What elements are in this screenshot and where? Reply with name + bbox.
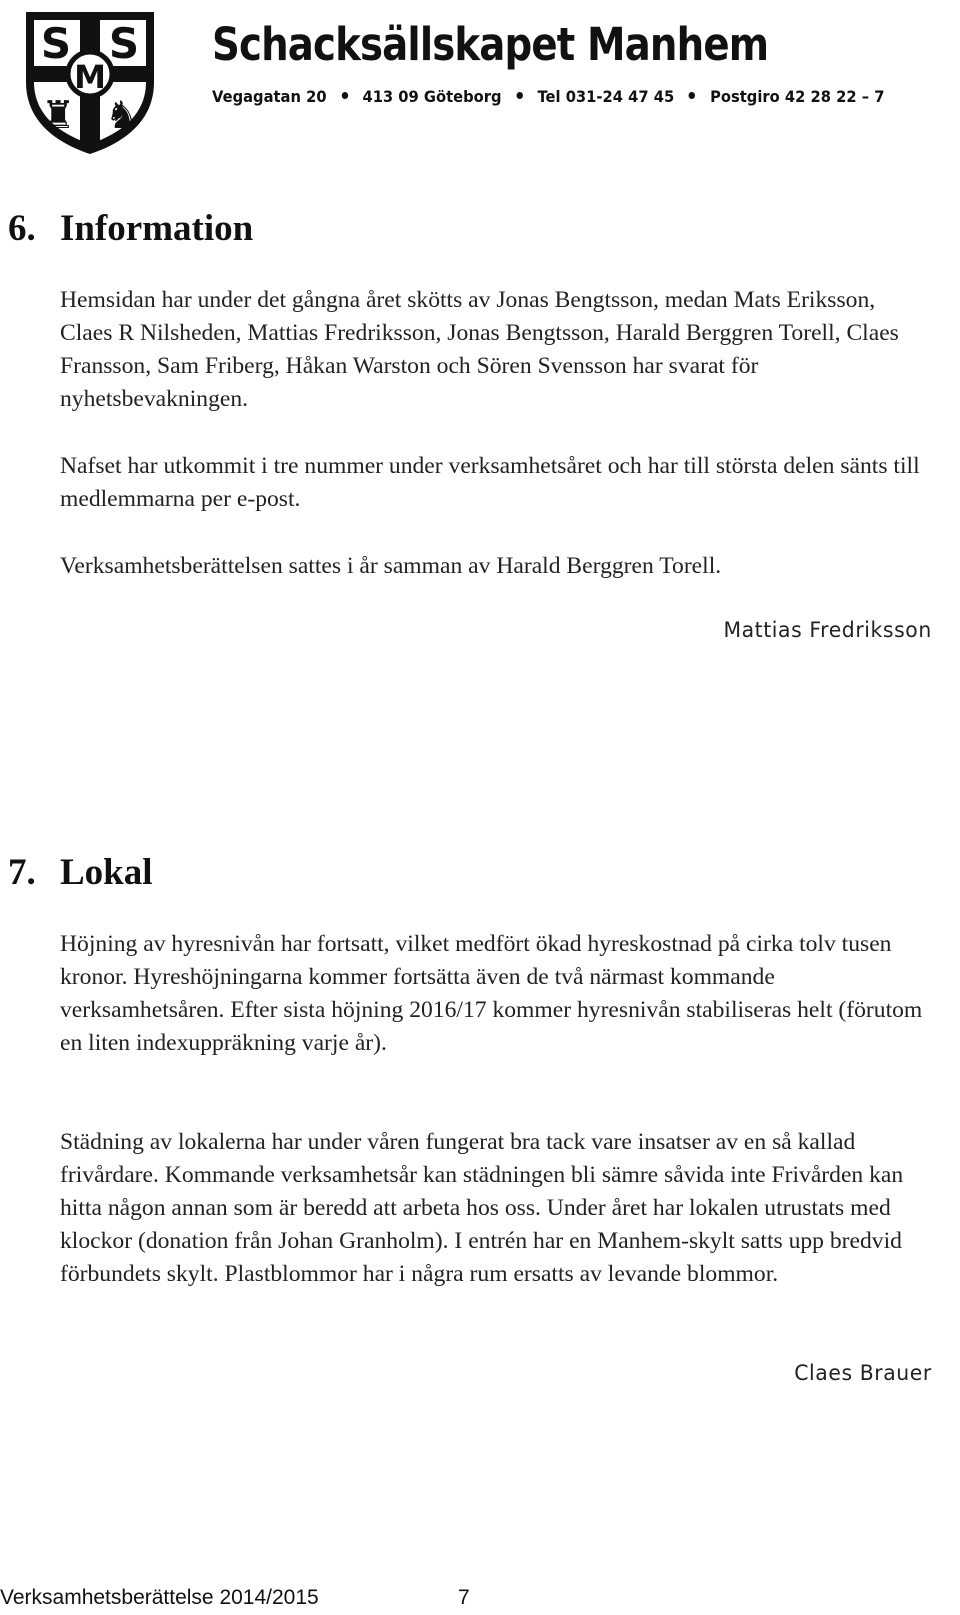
signature-section7: Claes Brauer <box>794 1361 932 1385</box>
section-number: 7. <box>8 852 36 893</box>
org-contact <box>212 87 884 106</box>
org-phone: Tel 031-24 47 45 <box>537 87 675 106</box>
org-postgiro: Postgiro 42 28 22 – 7 <box>710 87 885 106</box>
logo-letter-left: S <box>40 19 72 68</box>
club-logo <box>22 8 158 158</box>
footer-title: Verksamhetsberättelse 2014/2015 <box>0 1586 319 1609</box>
paragraph-nafset: Nafset har utkommit i tre nummer under verksamhetsåret och har till största delen sänts till medlemmarna per e-post. <box>60 453 920 512</box>
section-heading-information <box>8 207 253 251</box>
org-address: Vegagatan 20 <box>212 87 327 106</box>
paragraph-report: Verksamhetsberättelsen sattes i år samman av Harald Berggren Torell. <box>60 553 722 579</box>
bullet-icon <box>341 92 347 99</box>
bullet-icon <box>689 92 695 99</box>
logo-letter-center: M <box>74 58 106 96</box>
signature-section6: Mattias Fredriksson <box>723 618 932 642</box>
org-name: Schacksällskapet Manhem <box>212 18 769 71</box>
section-number: 6. <box>8 208 36 249</box>
section-title: Information <box>60 208 254 249</box>
org-postal: 413 09 Göteborg <box>362 87 502 106</box>
section-heading-lokal <box>8 851 153 895</box>
paragraph-cleaning: Städning av lokalerna har under våren fungerat bra tack vare insatser av en så kallad frivårdare. Kommande verksamhetsår kan städningen bli sämre såvida inte Frivården kan hitta någon annan som är beredd att arbeta hos oss. Under året har lokalen utrustats med klockor (donation från Johan Granholm). I entrén har en Manhem-skylt satts upp bredvid förbundets skylt. Plastblommor har i några rum ersatts av levande blommor. <box>60 1129 904 1287</box>
page-number: 7 <box>458 1586 470 1609</box>
paragraph-rent: Höjning av hyresnivån har fortsatt, vilket medfört ökad hyreskostnad på cirka tolv tusen kronor. Hyreshöjningarna kommer fortsätta även de två närmast kommande verksamhetsåren. Efter sista höjning 2016/17 kommer hyresnivån stabiliseras helt (förutom en liten indexuppräkning varje år). <box>60 931 923 1056</box>
paragraph-website: Hemsidan har under det gångna året skötts av Jonas Bengtsson, medan Mats Eriksson, Claes R Nilsheden, Mattias Fredriksson, Jonas Bengtsson, Harald Berggren Torell, Claes Fransson, Sam Friberg, Håkan Warston och Sören Svensson har svarat för nyhetsbevakningen. <box>60 287 899 412</box>
knight-icon: ♞ <box>104 93 140 137</box>
rook-icon: ♜ <box>40 93 76 137</box>
bullet-icon <box>516 92 522 99</box>
club-crest-icon <box>22 8 158 158</box>
logo-letter-right: S <box>108 19 140 68</box>
section-title: Lokal <box>60 852 153 893</box>
